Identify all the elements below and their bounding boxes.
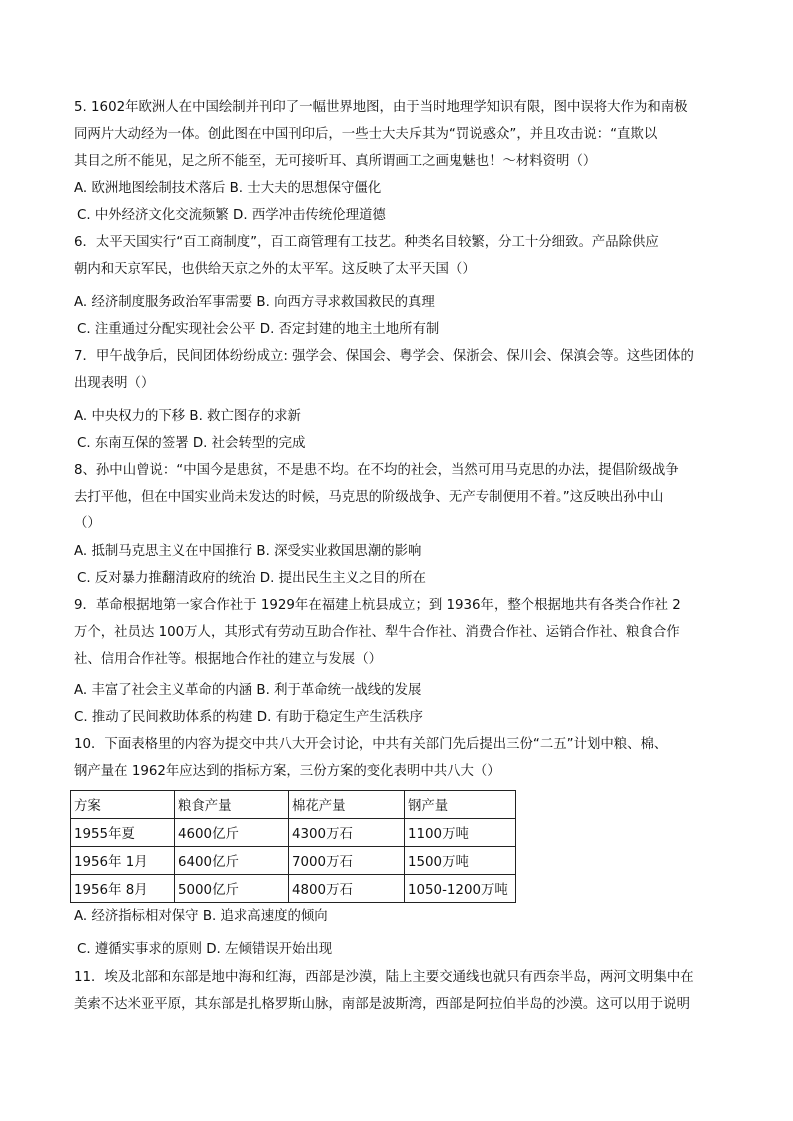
table-header-cell: 方案 [71, 791, 175, 819]
production-plan-table [70, 790, 516, 903]
q9-options-cd: C. 推动了民间救助体系的构建 D. 有助于稳定生产生活秩序 [74, 710, 423, 725]
q7-options-cd: C. 东南互保的签署 D. 社会转型的完成 [77, 436, 306, 451]
q10-options-ab: A. 经济指标相对保守 B. 追求高速度的倾向 [74, 909, 328, 924]
q9-line-3: 社、信用合作社等。根据地合作社的建立与发展（） [74, 652, 382, 667]
q6-line-2: 朝内和天京军民，也供给天京之外的太平军。这反映了太平天国（） [74, 262, 476, 277]
q5-line-1: 5. 1602年欧洲人在中国绘制并刊印了一幅世界地图，由于当时地理学知识有限，图中误将大作为和南极 [74, 100, 688, 115]
q10-options-cd: C. 遵循实事求的原则 D. 左倾错误开始出现 [77, 942, 333, 957]
q5-line-2: 同两片大动经为一体。创此图在中国刊印后，一些士大夫斥其为“罚说惑众”，并且攻击说：“直欺以 [74, 127, 658, 142]
table-cell: 4600亿斤 [175, 819, 289, 847]
table-cell: 1050-1200万吨 [405, 875, 516, 903]
table-cell: 4300万石 [289, 819, 405, 847]
q7-line-1: 7．甲午战争后，民间团体纷纷成立: 强学会、保国会、粤学会、保浙会、保川会、保滇会等。这些团体的 [74, 349, 694, 364]
table-cell: 5000亿斤 [175, 875, 289, 903]
table-cell: 1956年 1月 [71, 847, 175, 875]
q8-line-1: 8、孙中山曾说：“中国今是患贫，不是患不均。在不均的社会，当然可用马克思的办法，提倡阶级战争 [74, 463, 679, 478]
table-cell: 1500万吨 [405, 847, 516, 875]
table-header-row [71, 791, 516, 819]
table-cell: 1956年 8月 [71, 875, 175, 903]
q11-line-2: 美索不达米亚平原，其东部是扎格罗斯山脉，南部是波斯湾，西部是阿拉伯半岛的沙漠。这可以用于说明 [74, 997, 690, 1012]
table-cell: 7000万石 [289, 847, 405, 875]
table-cell: 4800万石 [289, 875, 405, 903]
table-row [71, 847, 516, 875]
table-row [71, 875, 516, 903]
q5-options-ab: A. 欧洲地图绘制技术落后 B. 士大夫的思想保守僵化 [74, 181, 382, 196]
q8-line-2: 去打平他，但在中国实业尚未发达的时候，马克思的阶级战争、无产专制便用不着。”这反映出孙中山 [74, 490, 664, 505]
table-cell: 1955年夏 [71, 819, 175, 847]
q8-options-cd: C. 反对暴力推翻清政府的统治 D. 提出民生主义之目的所在 [77, 571, 426, 586]
q10-line-2: 钢产量在 1962年应达到的指标方案，三份方案的变化表明中共八大（） [74, 764, 501, 779]
q5-line-3: 其目之所不能见，足之所不能至，无可接听耳、真所谓画工之画鬼魅也！～材料资明（） [74, 154, 597, 169]
table-cell: 6400亿斤 [175, 847, 289, 875]
table-cell: 1100万吨 [405, 819, 516, 847]
q9-line-1: 9．革命根据地第一家合作社于 1929年在福建上杭县成立；到 1936年，整个根据地共有各类合作社 2 [74, 598, 681, 613]
q6-options-cd: C. 注重通过分配实现社会公平 D. 否定封建的地主土地所有制 [77, 322, 440, 337]
q6-line-1: 6．太平天国实行“百工商制度”，百工商管理有工技艺。种类名目较繁，分工十分细致。产品除供应 [74, 235, 659, 250]
q11-line-1: 11．埃及北部和东部是地中海和红海，西部是沙漠，陆上主要交通线也就只有西奈半岛，两河文明集中在 [74, 970, 694, 985]
q7-line-2: 出现表明（） [74, 376, 155, 391]
q10-line-1: 10．下面表格里的内容为提交中共八大开会讨论，中共有关部门先后提出三份“二五”计划中粮、棉、 [74, 737, 668, 752]
q8-line-3: （） [74, 516, 101, 531]
q6-options-ab: A. 经济制度服务政治军事需要 B. 向西方寻求救国救民的真理 [74, 295, 435, 310]
table-header-cell: 钢产量 [405, 791, 516, 819]
q5-options-cd: C. 中外经济文化交流频繁 D. 西学冲击传统伦理道德 [77, 208, 386, 223]
q7-options-ab: A. 中央权力的下移 B. 救亡图存的求新 [74, 409, 301, 424]
table-row [71, 819, 516, 847]
table-header-cell: 棉花产量 [289, 791, 405, 819]
q8-options-ab: A. 抵制马克思主义在中国推行 B. 深受实业救国思潮的影响 [74, 544, 422, 559]
q9-options-ab: A. 丰富了社会主义革命的内涵 B. 利于革命统一战线的发展 [74, 683, 422, 698]
table-header-cell: 粮食产量 [175, 791, 289, 819]
q9-line-2: 万个，社员达 100万人，其形式有劳动互助合作社、犁牛合作社、消费合作社、运销合作社、粮食合作 [74, 625, 680, 640]
